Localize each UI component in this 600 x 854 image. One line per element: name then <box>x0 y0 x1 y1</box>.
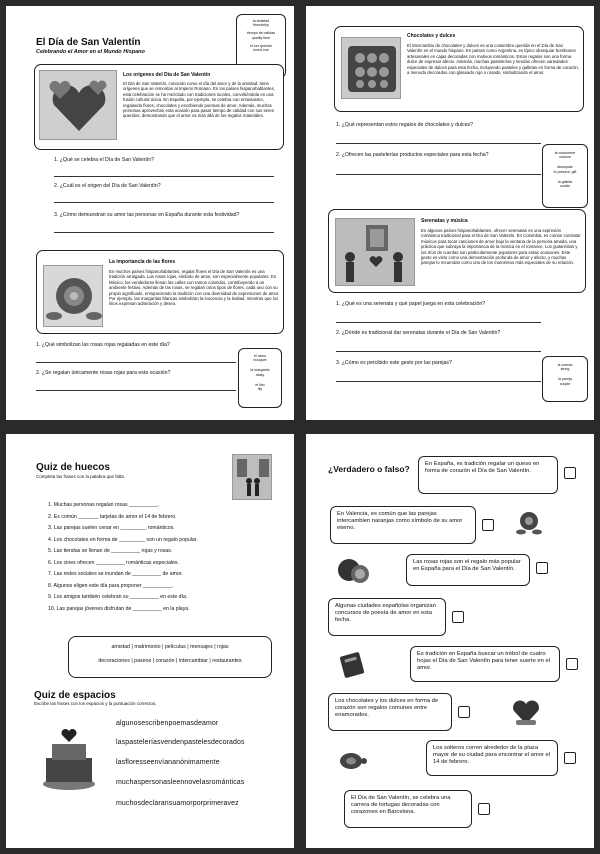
vocab-translation: string <box>560 367 570 372</box>
hearts-image <box>39 70 117 140</box>
serenade-illustration <box>336 219 416 287</box>
chocolates-image <box>341 37 401 99</box>
quiz-title: Quiz de huecos <box>36 462 110 473</box>
gap-sentence: 5. Las tiendas se llenan de __________ rojas y rosas. <box>48 548 173 554</box>
quiz-instructions: Escribe las frases con los espacios y la puntuación correctos. <box>34 701 157 706</box>
question: 2. ¿Dónde es tradicional dar serenatas durante el Día de San Valentín? <box>336 330 501 336</box>
answer-checkbox[interactable] <box>566 658 578 670</box>
section-text: El Día de San Valentín, conocido como el día del amor y de la amistad, tiene orígenes que se remontan al Imperio Romano. En los países hispanohablantes, esta celebración se ha mezclado con tradiciones locales, convirtiéndola en una fusión cultural única. En España, por ejemplo, se celebra con entusiasmo, regalando flores, chocolates y escribiendo poemas de amor. Además, muchas personas aprovechan esta ocasión para pasar tiempo de calidad con sus seres queridos, demostrando que el amor va más allá de los regalos materiales. <box>123 81 275 119</box>
scrambled-sentence: muchaspersonasleennovelasrománticas <box>116 779 245 786</box>
vocab-translation: friendship <box>253 23 269 28</box>
true-false-statement <box>406 554 530 586</box>
gap-sentence: 8. Algunos eligen este día para proponer __________. <box>48 582 174 589</box>
vocab-translation: quality time <box>251 35 271 40</box>
answer-line[interactable] <box>54 232 274 233</box>
answer-checkbox[interactable] <box>564 467 576 479</box>
statement-text: En España, es tradición regalar un queso en forma de corazón el Día de San Valentín. <box>425 461 540 474</box>
true-false-statement <box>330 506 476 544</box>
scrambled-sentence: muchosdeclaransuamorporprimeravez <box>116 800 239 807</box>
answer-checkbox[interactable] <box>452 611 464 623</box>
vocab-term: el lirio <box>255 382 265 387</box>
vocab-translation: cookie <box>559 184 571 189</box>
gap-sentence: 4. Los chocolates en forma de _________ son un regalo popular. <box>48 536 198 543</box>
answer-line[interactable] <box>36 362 236 363</box>
true-false-statement <box>344 790 472 828</box>
vocab-translation: bouquet <box>253 358 267 363</box>
answer-line[interactable] <box>336 322 541 323</box>
vocab-term: la amistad <box>252 19 270 23</box>
hearts-illustration <box>40 71 118 141</box>
answer-line[interactable] <box>336 174 541 175</box>
roses-image <box>43 265 103 327</box>
worksheet-page-1 <box>6 6 294 420</box>
gap-sentence: 6. Los cines ofrecen __________ románticas especiales. <box>48 559 179 566</box>
vocab-term: la margarita <box>250 368 270 373</box>
statement-text: Es tradición en España buscar un trébol de cuatro hojas el Día de San Valentín para tener suerte en el amor. <box>417 651 550 671</box>
true-false-statement <box>328 693 452 731</box>
cake-image <box>40 726 98 792</box>
answer-line[interactable] <box>336 143 541 144</box>
cake-illustration <box>40 726 98 792</box>
question: 1. ¿Qué se celebra el Día de San Valentín? <box>54 157 154 163</box>
vocab-term: la galleta <box>557 179 573 184</box>
true-false-statement <box>410 646 560 682</box>
answer-checkbox[interactable] <box>458 706 470 718</box>
scrambled-sentence: laspasteleríasvendenpastelesdecorados <box>116 739 245 746</box>
worksheet-page-2 <box>306 6 594 420</box>
orange-icon <box>336 552 370 586</box>
scrambled-sentence: algunosescribenpoemasdeamor <box>116 720 219 727</box>
page-subtitle: Celebrando el Amor en el Mundo Hispano <box>36 49 145 55</box>
question: 1. ¿Qué es una serenata y qué papel juega en esta celebración? <box>336 301 486 307</box>
vocab-term: la pareja <box>558 377 572 382</box>
answer-line[interactable] <box>336 351 541 352</box>
question: 2. ¿Se regalan únicamente rosas rojas para esta ocasión? <box>36 370 171 376</box>
serenade-image <box>335 218 415 286</box>
word-bank-row: decoraciones | paseos | corazón | intercambiar | restaurantes <box>98 658 242 664</box>
vocab-term: obsequiar <box>557 165 573 170</box>
vocab-term: el ser querido <box>250 43 272 48</box>
book-icon <box>336 648 368 680</box>
answer-line[interactable] <box>54 202 274 203</box>
vocab-translation: to present, gift <box>553 169 577 174</box>
question: 1. ¿Qué simbolizan las rosas rojas regaladas en este día? <box>36 342 170 348</box>
vocab-term: tiempo de calidad <box>246 31 276 36</box>
question: 3. ¿Cómo es percibido este gesto por las parejas? <box>336 360 452 366</box>
section-serenades <box>328 209 586 293</box>
vocab-box <box>238 348 282 408</box>
section-text: En muchos países hispanohablantes, regalar flores el Día de San Valentín es una tradición arraigada. Las rosas rojas, símbolo de amor, son especialmente populares. En México, los vendedores llenan las calles con ramos coloridos, contribuyendo a un ambiente festivo. Además de las rosas, se regalan otros tipos de flores, cada uno con su propio significado, enriqueciendo la tradición con una diversidad de expresiones de amor. Por ejemplo, las margaritas blancas simbolizan la inocencia y la lealtad, mientras que los lirios expresan admiración y deseo. <box>109 269 280 307</box>
section-flowers <box>36 250 284 334</box>
rose-icon <box>514 508 544 538</box>
page-title: El Día de San Valentín <box>36 37 141 48</box>
section-text: El intercambio de chocolates y dulces es una costumbre querida en el Día de San Valentín en el mundo hispano. En países como Argentina, es típico obsequiar bombones artesanales en cajas decoradas con motivos románticos. Estos regalos son una forma dulce de expresar afecto. Además, muchas pastelerías y tiendas ofrecen variedades especiales de dulces para esta fecha, incluyendo pasteles y galletas en forma de corazón, a menudo decorados con glaseado rojo o rosado, simbolizando el amor. <box>407 43 579 76</box>
gap-sentence: 9. Los amigos también celebran su __________ en este día. <box>48 594 188 600</box>
section-title: La importancia de las flores <box>109 259 176 265</box>
couple-illustration <box>233 455 273 501</box>
vocab-translation: couple <box>559 381 571 386</box>
statement-text: Los chocolates y los dulces en forma de corazón son regalos comunes entre enamorados. <box>335 698 439 718</box>
scrambled-sentence: lasfloresseenvíananónimamente <box>116 759 220 766</box>
statement-text: Algunas ciudades españolas organizan concursos de poesía de amor en esta fecha. <box>335 603 436 623</box>
vocab-translation: lily <box>257 387 263 392</box>
statement-text: El Día de San Valentín, se celebra una carrera de tortugas decoradas con corazones en Barcelona. <box>351 795 451 815</box>
gap-sentence: 7. Las redes sociales se inundan de __________ de amor. <box>48 571 183 577</box>
statement-text: En Valencia, es común que las parejas intercambien naranjas como símbolo de su amor eterno. <box>337 511 463 531</box>
vocab-term: el ramo <box>254 354 266 358</box>
question: 3. ¿Cómo demuestran su amor las personas en España durante esta festividad? <box>54 212 240 218</box>
answer-line[interactable] <box>54 176 274 177</box>
gap-sentence: 1. Muchas personas regalan rosas __________. <box>48 502 160 508</box>
answer-line[interactable] <box>336 381 541 382</box>
section-chocolates <box>334 26 584 112</box>
answer-checkbox[interactable] <box>536 562 548 574</box>
vocab-box <box>542 144 588 208</box>
section-text: En algunos países hispanohablantes, ofrecer serenatas es una expresión romántica tradicional para el Día de San Valentín. En Colombia, es común contratar músicos para tocar canciones de amor bajo la ventana de la persona amada, una práctica que subraya la importancia de la música en el romance. Los guitarristas y los tríos de cuerdas son particularmente populares para estas ocasiones. Este gesto es visto como una demostración profunda de amor y afecto, y muchas parejas lo recuerdan como uno de los momentos más especiales de su relación. <box>421 228 581 266</box>
vocab-term: la costumbre <box>554 151 576 155</box>
vocab-translation: daisy <box>255 372 265 377</box>
section-title: Los orígenes del Día de San Valentín <box>123 72 211 78</box>
statement-text: Las rosas rojas son el regalo más popular en España para el Día de San Valentín. <box>413 559 521 572</box>
answer-line[interactable] <box>36 390 236 391</box>
vocab-translation: loved one <box>253 48 269 53</box>
gap-sentence: 10. Las parejas jóvenes disfrutan de __________ en la playa. <box>48 605 190 612</box>
vocab-translation: custom <box>559 155 571 160</box>
vocab-box <box>542 356 588 402</box>
gap-sentence: 2. Es común _______ tarjetas de amor el 14 de febrero. <box>48 513 177 520</box>
answer-checkbox[interactable] <box>564 752 576 764</box>
worksheet-page-4 <box>306 434 594 848</box>
rose-illustration <box>44 266 104 328</box>
gap-fill-list <box>48 500 198 615</box>
quiz-instructions: Completa las frases con la palabra que falta. <box>36 474 126 479</box>
question: 2. ¿Cuál es el origen del Día de San Valentín? <box>54 183 161 189</box>
true-false-statement <box>418 456 558 494</box>
heart-chocolate-icon <box>510 696 542 728</box>
vocab-term: la cuerda <box>557 363 573 367</box>
section-origins <box>34 64 284 150</box>
word-bank-row: amistad | matrimonio | películas | mensajes | rojas <box>111 644 229 650</box>
gap-sentence: 3. Las parejas suelen cenar en _________ románticos. <box>48 525 175 531</box>
section-title: Chocolates y dulces <box>407 33 456 39</box>
chocolate-box-illustration <box>342 38 402 100</box>
true-false-statement <box>426 740 558 776</box>
statement-text: Los solteros corren alrededor de la plaza mayor de su ciudad para encontrar el amor el 14 de febrero. <box>433 745 550 765</box>
word-bank <box>68 636 272 678</box>
answer-checkbox[interactable] <box>482 519 494 531</box>
turtle-icon <box>336 744 368 774</box>
question: 2. ¿Ofrecen las pastelerías productos especiales para esta fecha? <box>336 152 489 158</box>
worksheet-page-3 <box>6 434 294 848</box>
quiz-title: ¿Verdadero o falso? <box>328 464 410 474</box>
couple-image <box>232 454 272 500</box>
answer-checkbox[interactable] <box>478 803 490 815</box>
section-title: Serenatas y música <box>421 218 468 224</box>
question: 1. ¿Qué representan estos regalos de chocolates y dulces? <box>336 122 473 128</box>
true-false-statement <box>328 598 446 636</box>
quiz-title: Quiz de espacios <box>34 690 116 701</box>
